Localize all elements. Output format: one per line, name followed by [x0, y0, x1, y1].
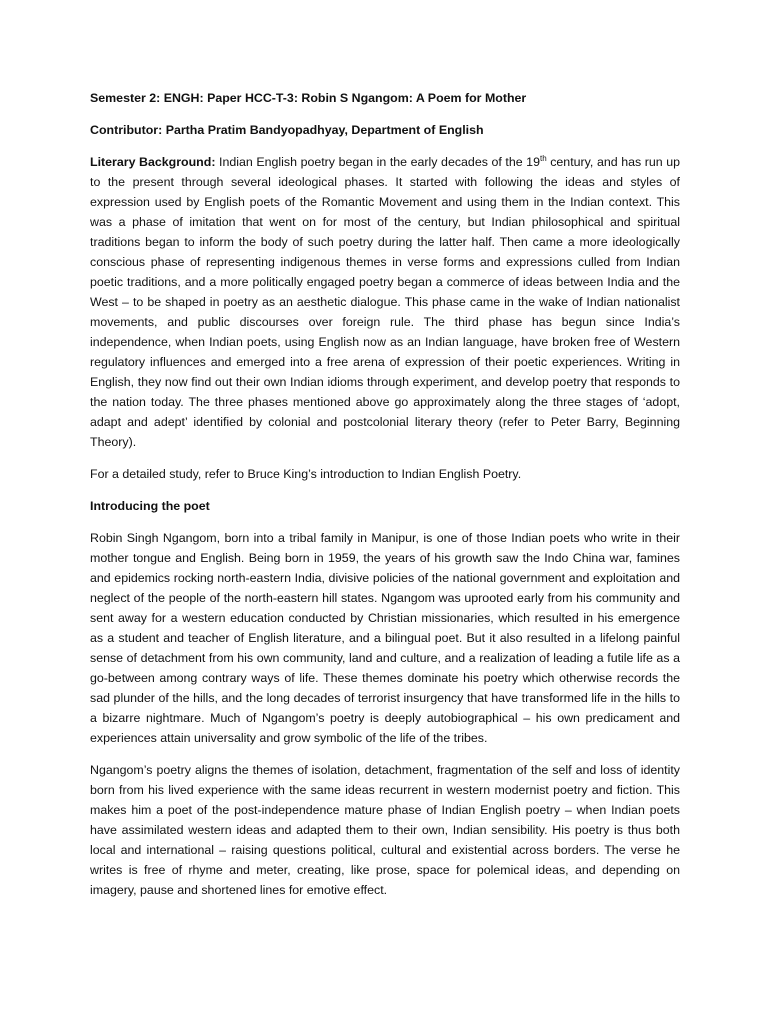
literary-background-text-rest: century, and has run up to the present through several ideological phases. It started with following the ideas and styles of expression used by English poets of the Romantic Movement and using them in the Indian context. This was a phase of imitation that went on for most of the century, but Indian philosophical and spiritual traditions began to inform the body of such poetry during the latter half. Then came a more ideologically conscious phase of representing indigenous themes in verse forms and expressions culled from Indian poetic traditions, and a more politically engaged poetry began a commerce of ideas between India and the West – to be shaped in poetry as an aesthetic dialogue. This phase came in the wake of Indian nationalist movements, and public discourses over foreign rule. The third phase has begun since India’s independence, when Indian poets, using English now as an Indian language, have broken free of Western regulatory influences and emerged into a free arena of expression of their poetic experiences. Writing in English, they now find out their own Indian idioms through experiment, and develop poetry that responds to the nation today. The three phases mentioned above go approximately along the three stages of ‘adopt, adapt and adept’ identified by colonial and postcolonial literary theory (refer to Peter Barry, Beginning Theory).: [90, 155, 681, 449]
intro-paragraph-1: Robin Singh Ngangom, born into a tribal family in Manipur, is one of those Indian poets who write in their mother tongue and English. Being born in 1959, the years of his growth saw the Indo China war, famines and epidemics rocking north-eastern India, divisive policies of the national government and exploitation and neglect of the people of the north-eastern hill states. Ngangom was uprooted early from his community and sent away for a western education conducted by Christian missionaries, which resulted in his emergence as a student and teacher of English literature, and a bilingual poet. But it also resulted in a lifelong painful sense of detachment from his own community, land and culture, and a realization of leading a futile life as a go-between among contrary ways of life. These themes dominate his poetry which otherwise records the sad plunder of the hills, and the long decades of terrorist insurgency that have transformed life in the hills to a bizarre nightmare. Much of Ngangom’s poetry is deeply autobiographical – his own predicament and experiences attain universality and grow symbolic of the life of the tribes.: [90, 531, 680, 745]
intro-paragraph-2: Ngangom’s poetry aligns the themes of isolation, detachment, fragmentation of the self and loss of identity born from his lived experience with the same ideas recurrent in western modernist poetry and fiction. This makes him a poet of the post-independence mature phase of Indian English poetry – when Indian poets have assimilated western ideas and adapted them to their own, Indian sensibility. His poetry is thus both local and international – raising questions political, cultural and existential across borders. The verse he writes is free of rhyme and meter, creating, like prose, space for polemical ideas, and depending on imagery, pause and shortened lines for emotive effect.: [90, 763, 680, 897]
superscript-th: th: [539, 153, 547, 163]
intro-heading: Introducing the poet: [90, 499, 210, 513]
literary-background-paragraph: [90, 152, 680, 452]
literary-background-text-start: Indian English poetry began in the early decades of the 19: [215, 155, 540, 169]
document-title: Semester 2: ENGH: Paper HCC-T-3: Robin S Ngangom: A Poem for Mother: [90, 91, 527, 105]
contributor-line: [90, 120, 680, 140]
document-page: [90, 88, 680, 912]
detailed-study-paragraph: For a detailed study, refer to Bruce King’s introduction to Indian English Poetry.: [90, 467, 522, 481]
literary-background-label: Literary Background:: [90, 155, 216, 169]
contributor-text: Contributor: Partha Pratim Bandyopadhyay, Department of English: [90, 123, 484, 137]
